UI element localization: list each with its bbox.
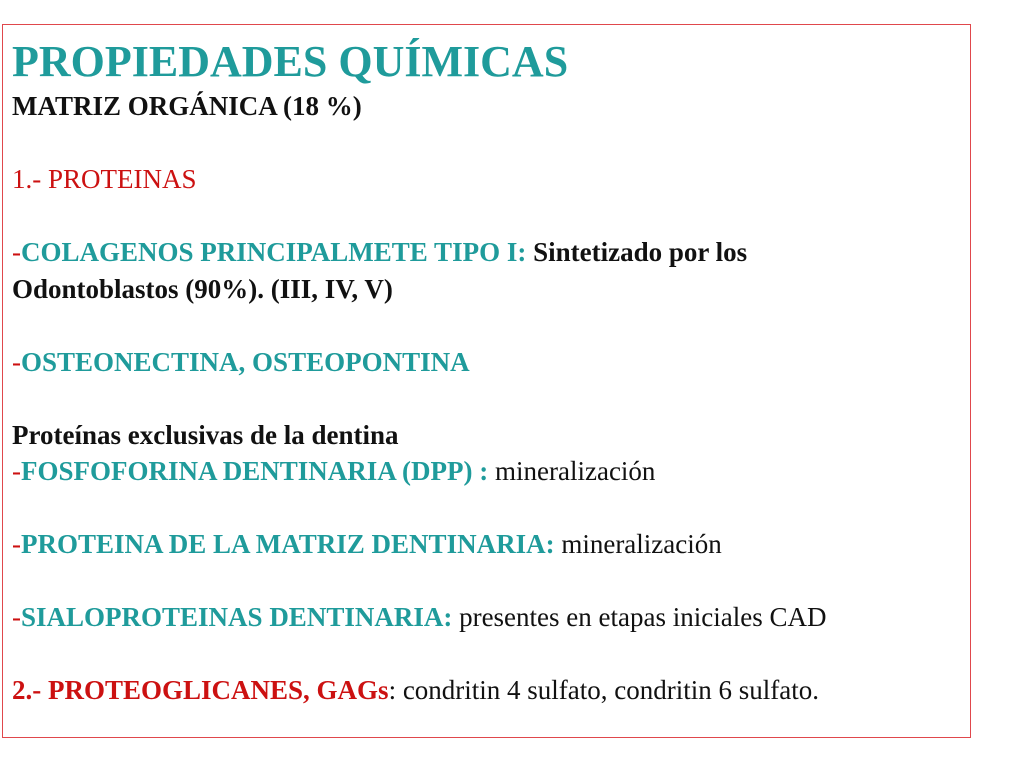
list-dash: - (12, 237, 21, 267)
slide-content (12, 36, 967, 709)
colageno-line (12, 234, 967, 271)
proteina-matriz-text: mineralización (554, 529, 722, 559)
list-dash: - (12, 346, 21, 377)
colageno-label: COLAGENOS PRINCIPALMETE TIPO I: (21, 237, 527, 267)
spacer (12, 307, 967, 344)
spacer (12, 198, 967, 235)
colageno-text-continued: Odontoblastos (90%). (III, IV, V) (12, 273, 393, 304)
sialoproteinas-line (12, 599, 967, 636)
fosfoforina-label: FOSFOFORINA DENTINARIA (DPP) : (21, 456, 489, 486)
fosfoforina-text: mineralización (488, 456, 656, 486)
list-dash: - (12, 456, 21, 486)
osteo-line (12, 344, 967, 381)
section-2-text: : condritin 4 sulfato, condritin 6 sulfato. (388, 675, 819, 705)
exclusivas-heading: Proteínas exclusivas de la dentina (12, 419, 399, 450)
spacer (12, 636, 967, 673)
spacer (12, 125, 967, 162)
colageno-text: Sintetizado por los (526, 237, 748, 267)
spacer (12, 380, 967, 417)
list-dash: - (12, 529, 21, 559)
spacer (12, 563, 967, 600)
section-2-label: 2.- PROTEOGLICANES, GAGs (12, 675, 389, 705)
page-title: PROPIEDADES QUÍMICAS (12, 37, 569, 86)
sialoproteinas-text: presentes en etapas iniciales CAD (452, 602, 827, 632)
osteo-label: OSTEONECTINA, OSTEOPONTINA (21, 346, 470, 377)
list-dash: - (12, 602, 21, 632)
proteina-matriz-label: PROTEINA DE LA MATRIZ DENTINARIA: (21, 529, 555, 559)
sialoproteinas-label: SIALOPROTEINAS DENTINARIA: (21, 602, 453, 632)
section-1-heading: 1.- PROTEINAS (12, 164, 197, 194)
fosfoforina-line (12, 453, 967, 490)
proteina-matriz-line (12, 526, 967, 563)
section-2-line (12, 672, 967, 709)
subtitle: MATRIZ ORGÁNICA (18 %) (12, 91, 362, 121)
spacer (12, 490, 967, 527)
